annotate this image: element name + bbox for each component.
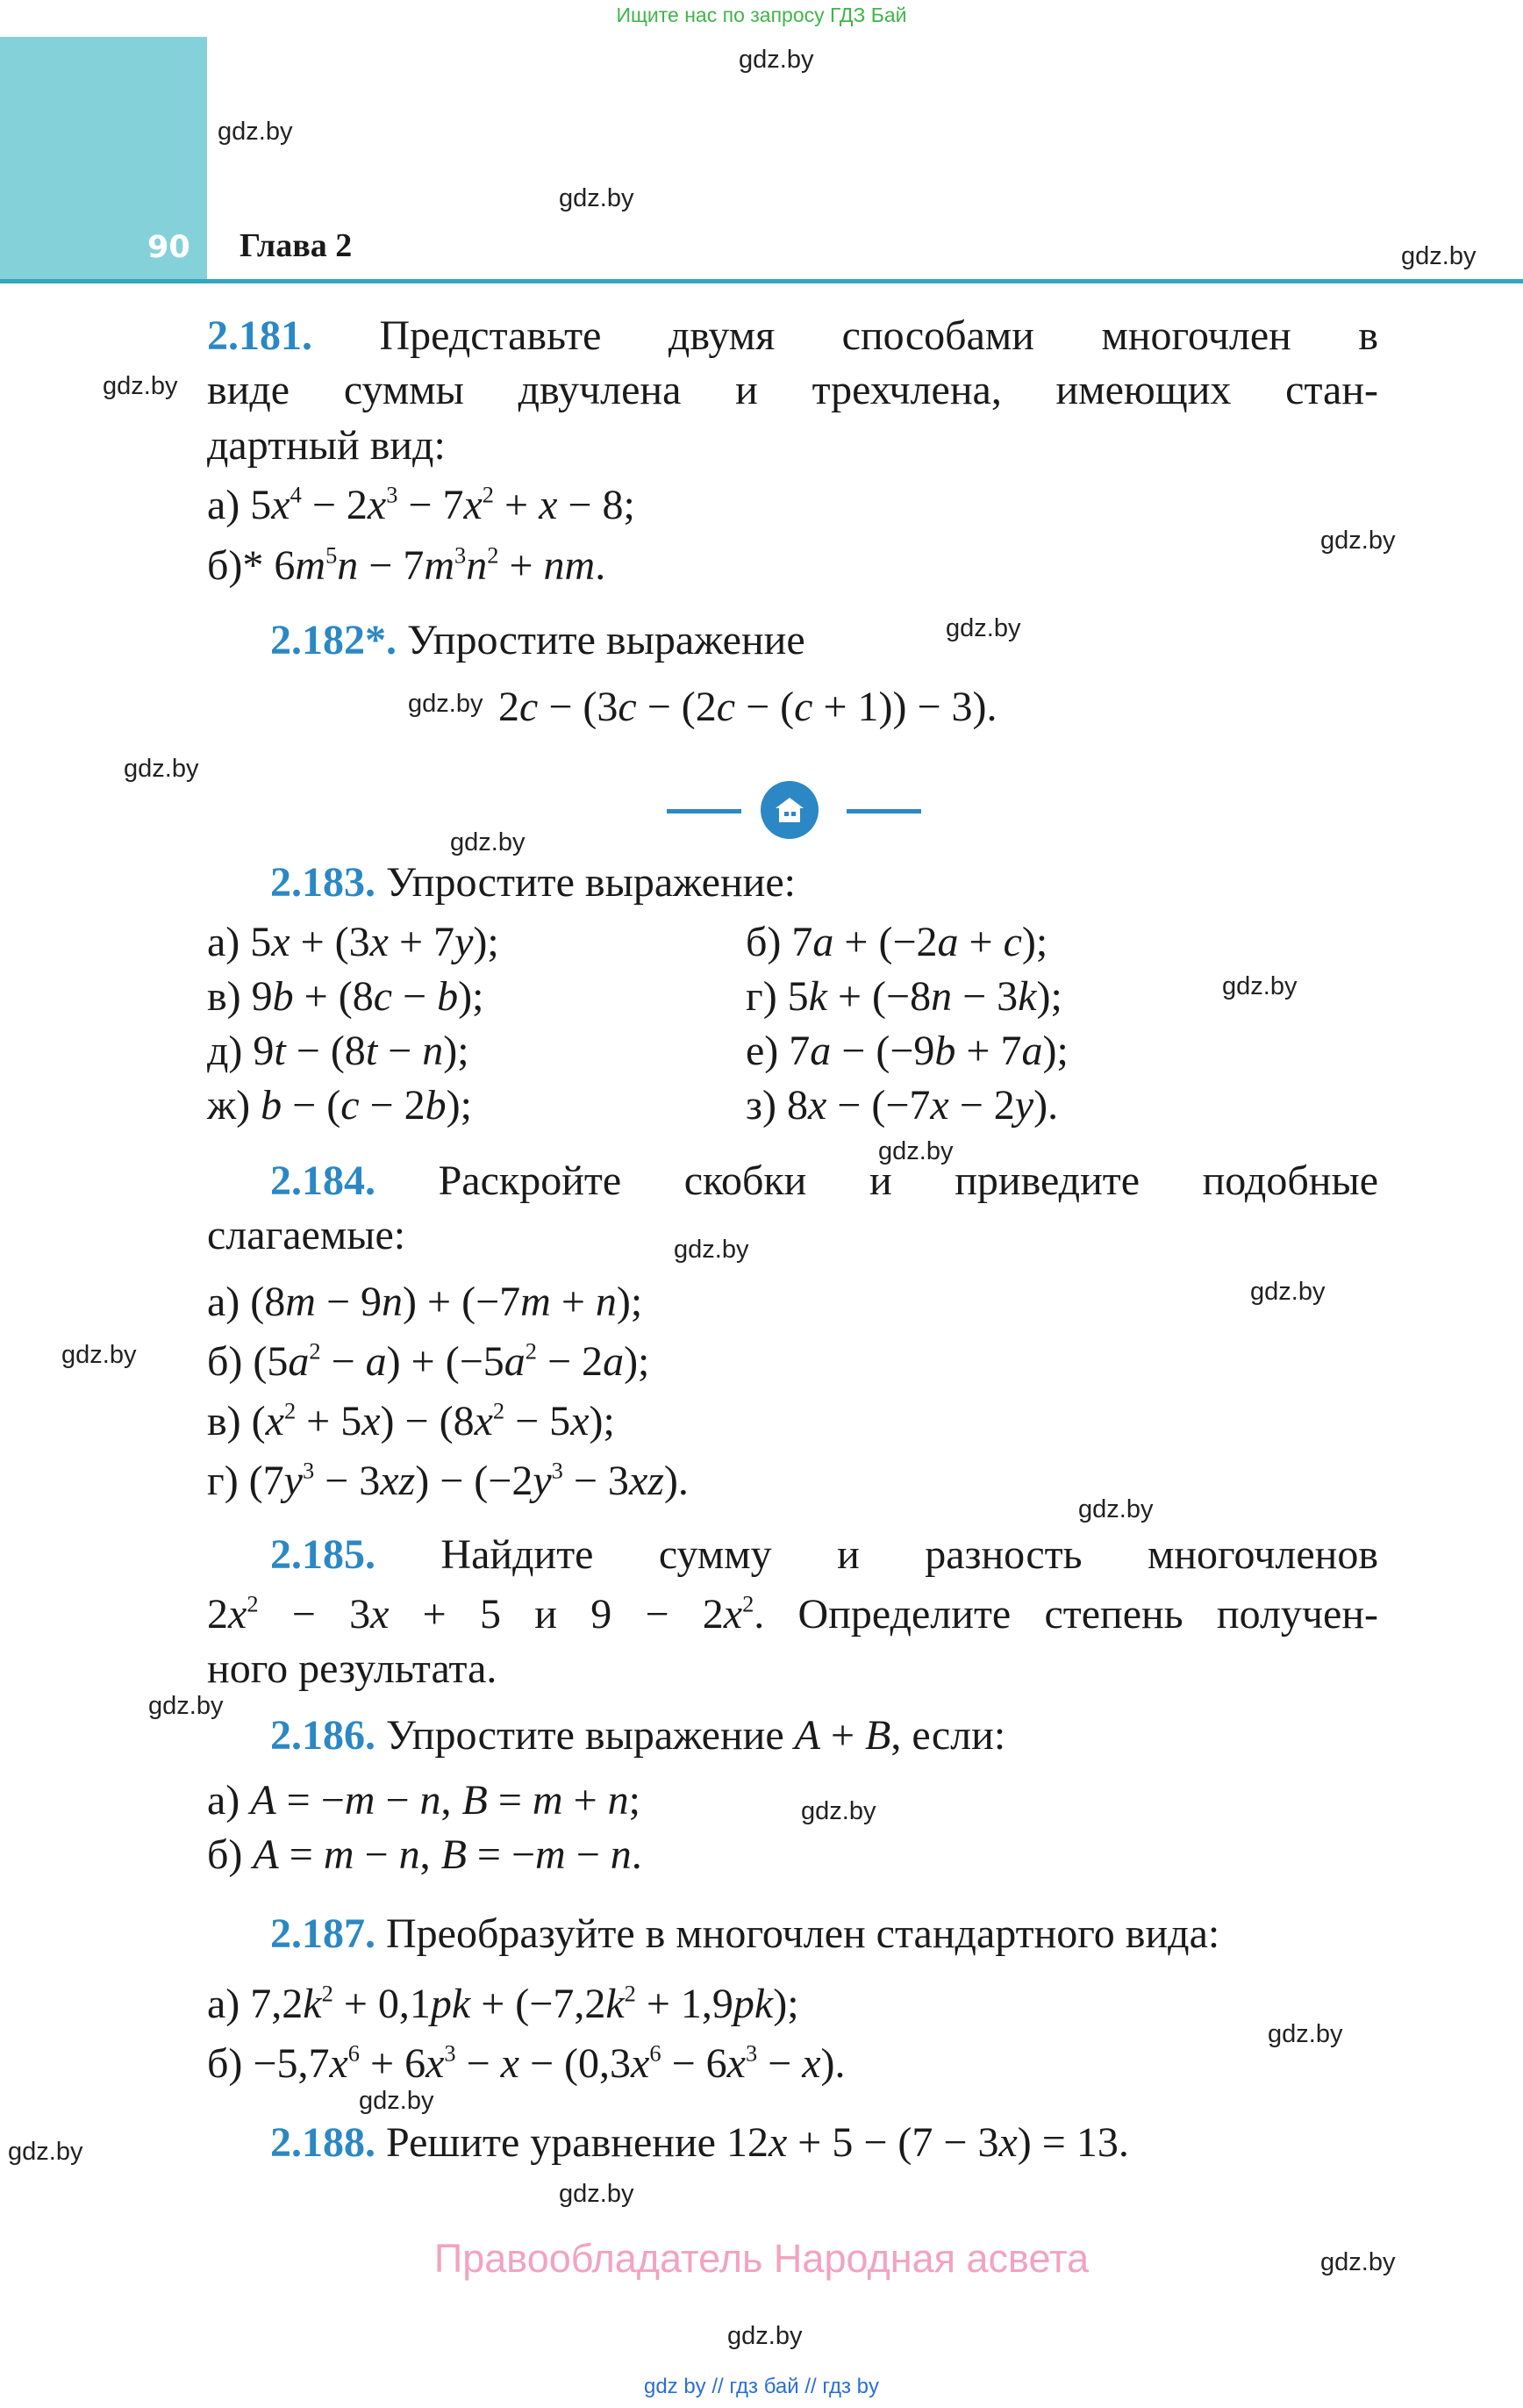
chapter-title: Глава 2 — [240, 227, 353, 264]
problem-2-187-a: а) $7,2k^2 + 0,1pk + (-7,2k^2 + 1,9pk)$; — [207, 1980, 799, 2027]
watermark: gdz.by — [1320, 527, 1396, 555]
watermark: gdz.by — [1078, 1495, 1154, 1523]
problem-2-183-zh: ж) b − (c − 2b); — [207, 1082, 472, 1129]
problem-2-188: 2.188. Решите уравнение 12x + 5 − (7 − 3x) = 13. — [270, 2119, 1129, 2166]
problem-2-184-v: в) $(x^2 + 5x) - (8x^2 - 5x)$; — [207, 1397, 615, 1444]
problem-number: 2.188. — [270, 2119, 375, 2166]
problem-2-184-b: б) $(5a^2 - a) + (-5a^2 - 2a)$; — [207, 1337, 650, 1385]
watermark: gdz.by — [1250, 1278, 1326, 1306]
watermark: gdz.by — [1320, 2248, 1396, 2276]
problem-2-184-line1: 2.184. Раскройте скобки и приведите подобные — [270, 1157, 1378, 1204]
problem-2-182: 2.182*. Упростите выражение — [270, 617, 805, 663]
problem-2-186-a: а) A = −m − n, B = m + n; — [207, 1777, 641, 1824]
watermark: gdz.by — [727, 2322, 803, 2350]
problem-2-181-line2: виде суммы двучлена и трехчлена, имеющих стан- — [207, 367, 1378, 413]
watermark: gdz.by — [450, 828, 526, 856]
problem-number: 2.184. — [270, 1157, 375, 1204]
watermark: gdz.by — [739, 46, 814, 74]
home-icon — [761, 781, 819, 839]
problem-2-183-z: з) 8x − (−7x − 2y). — [746, 1082, 1059, 1129]
problem-2-184-a: а) (8m − 9n) + (−7m + n); — [207, 1279, 643, 1325]
problem-2-187-b: $б) -5,7x^6 + 6x^3 - x - (0,3x^6 - 6x^3 - x)$. — [207, 2039, 846, 2087]
homework-divider — [667, 779, 921, 841]
problem-2-183-e: е) 7a − (−9b + 7a); — [746, 1028, 1069, 1074]
watermark: gdz.by — [946, 614, 1021, 642]
problem-2-181-line1: 2.181. Представьте двумя способами многочлен в — [207, 312, 1379, 359]
watermark: gdz.by — [8, 2138, 83, 2166]
watermark: gdz.by — [103, 372, 178, 400]
problem-2-182-expr: 2c − (3c − (2c − (c + 1)) − 3). — [498, 684, 997, 730]
watermark: gdz.by — [1268, 2020, 1343, 2048]
watermark: gdz.by — [359, 2087, 434, 2115]
problem-2-185-line2: $2x^2 - 3x + 5$ и $9 - 2x^2$. Определите степень получен- — [207, 1590, 1379, 1638]
problem-2-184-line2: слагаемые: — [207, 1212, 406, 1258]
problem-2-187: 2.187. Преобразуйте в многочлен стандартного вида: — [270, 1910, 1220, 1957]
problem-2-186-b: б) A = m − n, B = −m − n. — [207, 1831, 642, 1878]
watermark: gdz.by — [61, 1341, 137, 1369]
bottom-links[interactable]: gdz by // гдз бай // гдз by — [643, 2375, 880, 2398]
problem-number: 2.185. — [270, 1531, 375, 1578]
watermark: gdz.by — [124, 755, 199, 783]
problem-2-185-line1: 2.185. Найдите сумму и разность многочленов — [270, 1531, 1379, 1578]
copyright-notice: Правообладатель Народная асвета — [433, 2236, 1090, 2281]
problem-2-181-line3: дартный вид: — [207, 422, 446, 469]
problem-2-184-g: г) $(7y^3 - 3xz) - (-2y^3 - 3xz)$. — [207, 1457, 689, 1504]
problem-2-183-v: в) 9b + (8c − b); — [207, 973, 484, 1020]
problem-2-185-line3: ного результата. — [207, 1645, 497, 1692]
problem-2-183-d: д) 9t − (8t − n); — [207, 1028, 469, 1074]
watermark: gdz.by — [148, 1692, 224, 1720]
problem-number: 2.181. — [207, 312, 312, 359]
problem-2-183-g: г) 5k + (−8n − 3k); — [746, 973, 1062, 1020]
watermark: gdz.by — [878, 1137, 954, 1165]
problem-number: 2.183. — [270, 859, 375, 906]
problem-2-183: 2.183. Упростите выражение: — [270, 859, 796, 906]
watermark: gdz.by — [801, 1797, 876, 1825]
watermark: gdz.by — [1401, 242, 1477, 270]
top-banner: Ищите нас по запросу ГДЗ Бай — [616, 4, 907, 26]
watermark: gdz.by — [218, 118, 293, 146]
problem-number: 2.186. — [270, 1712, 375, 1759]
watermark: gdz.by — [559, 2180, 634, 2208]
page-number: 90 — [147, 230, 190, 265]
watermark: gdz.by — [1222, 972, 1298, 1000]
watermark: gdz.by — [559, 184, 634, 212]
watermark: gdz.by — [408, 690, 483, 718]
problem-2-181-b: б)* $6m^5n - 7m^3n^2$ + nm. — [207, 541, 606, 589]
header-rule — [0, 279, 1523, 283]
problem-2-183-b: б) 7a + (−2a + c); — [746, 919, 1048, 965]
watermark: gdz.by — [674, 1236, 749, 1264]
problem-number: 2.182*. — [270, 617, 397, 663]
problem-2-186: 2.186. Упростите выражение A + B, если: — [270, 1712, 1006, 1759]
problem-2-183-a: а) 5x + (3x + 7y); — [207, 919, 499, 965]
problem-2-181-a: а) $5x^4 - 2x^3 - 7x^2 + x - 8$; — [207, 481, 635, 528]
problem-number: 2.187. — [270, 1910, 375, 1957]
